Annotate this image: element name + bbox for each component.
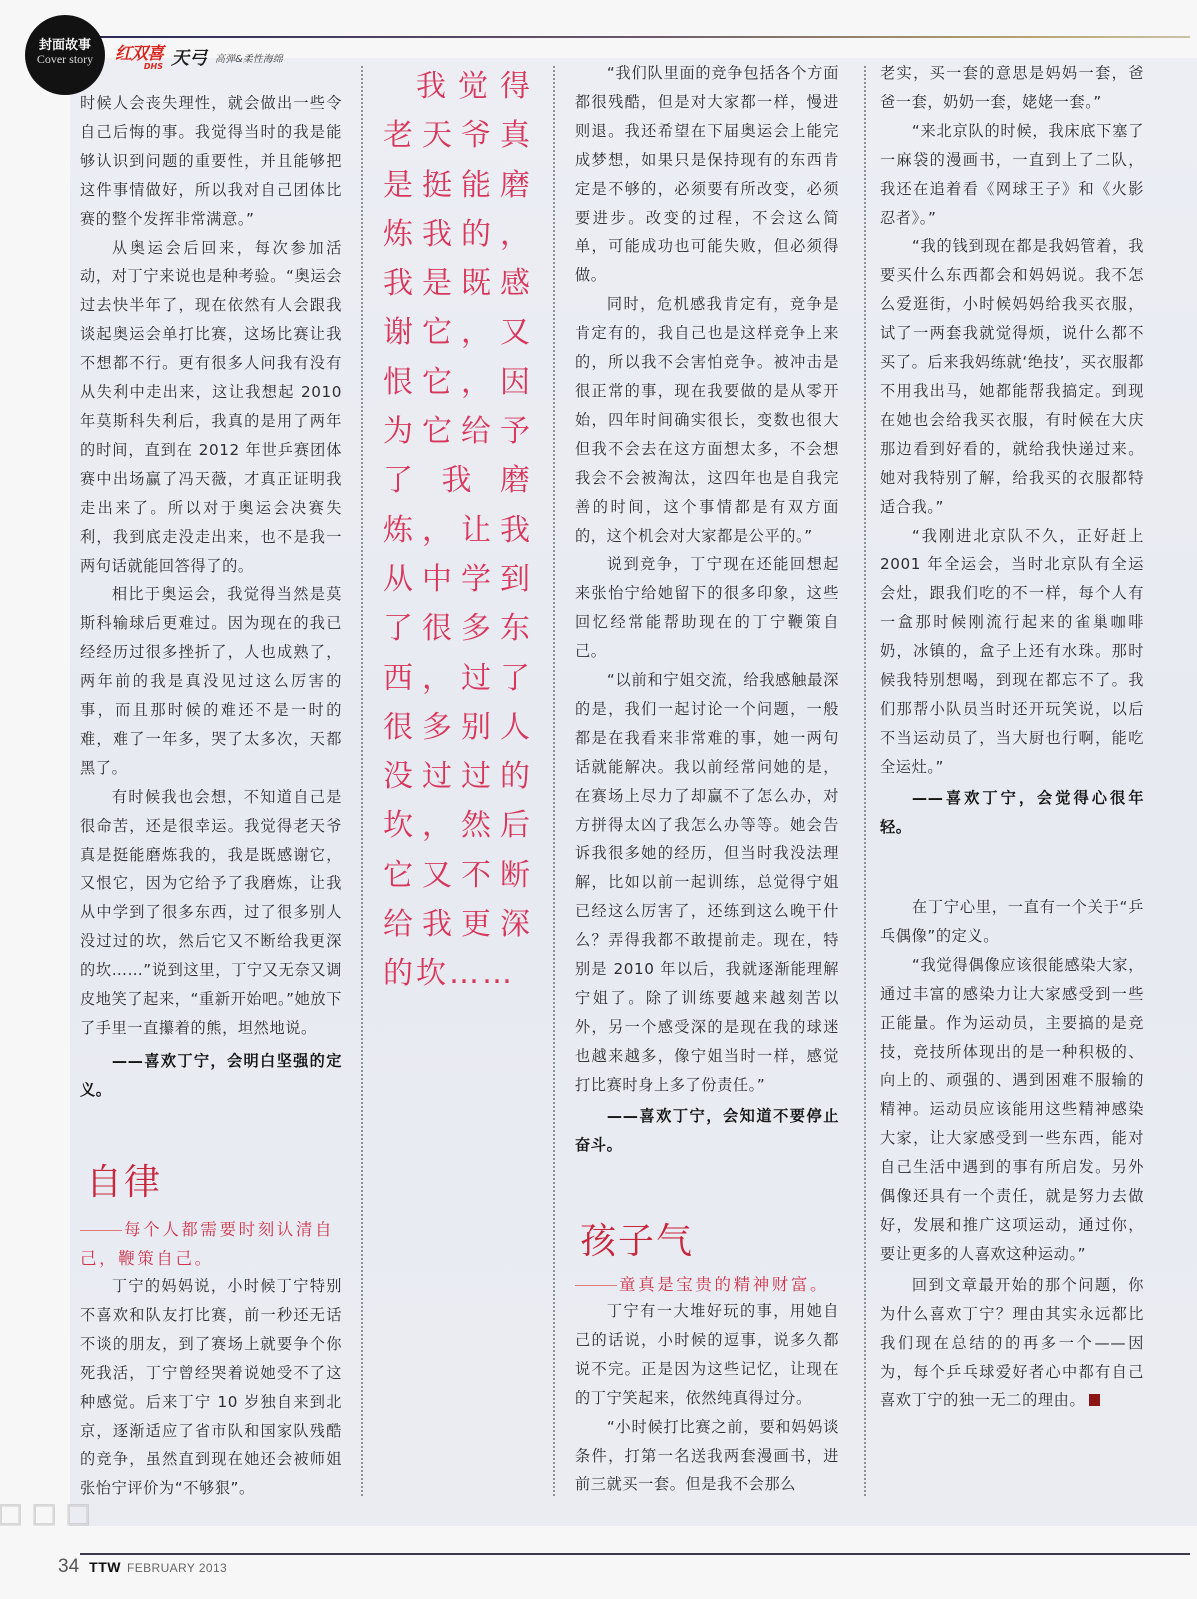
paragraph: 说到竞争，丁宁现在还能回想起来张怡宁给她留下的很多印象，这些回忆经常能帮助现在的丁宁鞭策自己。 [575,555,839,661]
subtitle-dash [575,1285,617,1287]
subtitle-text: 童真是宝贵的精神财富。 [619,1275,830,1294]
section-signature: ——喜欢丁宁，会明白坚强的定义。 [80,1051,342,1099]
page-number: 34 [58,1556,80,1577]
sponsor-banner [115,43,283,71]
dhs-logo-cn: 红双喜 [115,43,163,64]
dhs-logo-en: DHS [143,61,163,71]
paragraph: 有时候我也会想，不知道自己是很命苦，还是很幸运。我觉得老天爷真是挺能磨炼我的，我是既感谢它，又恨它，因为它给予了我磨炼，让我从中学到了很多东西，过了很多别人没过过的坎，然后它又不断给我更深的坎……”说到这里，丁宁又无奈又调皮地笑了起来，“重新开始吧。”她放下了手里一直攥着的熊，坦然地说。 [80,787,342,1037]
article-column-4-lower [880,893,1144,1415]
article-column-3-lower [575,1297,839,1499]
paragraph: 在丁宁心里，一直有一个关于“乒乓偶像”的定义。 [880,898,1144,945]
paragraph: “我刚进北京队不久，正好赶上 2001 年全运会，当时北京队有全运会灶，跟我们吃的不一样，每个人有一盒那时候刚流行起来的雀巢咖啡奶，冰镇的，盒子上还有水珠。那时候我特别想喝，到现在都忘不了。我们那帮小队员当时还开玩笑说，以后不当运动员了，当大厨也行啊，能吃全运灶。” [880,526,1144,776]
paragraph: 相比于奥运会，我觉得当然是莫斯科输球后更难过。因为现在的我已经经历过很多挫折了，人也成熟了，两年前的我是真没见过这么厉害的事，而且那时候的难还不是一时的难，难了一年多，哭了太多次，天都黑了。 [80,585,342,777]
section-subtitle-self-discipline [80,1215,348,1273]
paragraph: 丁宁有一大堆好玩的事，用她自己的话说，小时候的逗事，说多久都说不完。正是因为这些记忆，让现在的丁宁笑起来，依然纯真得过分。 [575,1302,839,1407]
article-column-1-lower [80,1272,342,1503]
paragraph: “以前和宁姐交流，给我感触最深的是，我们一起讨论一个问题，一般都是在我看来非常难的事，她一两句话就能解决。我以前经常问她的是，在赛场上尽力了却赢不了怎么办，对方拼得太凶了我怎么办等等。她会告诉我很多她的经历，但当时我没法理解，比如以前一起训练，总觉得宁姐已经这么厉害了，还练到这么晚干什么？弄得我都不敢提前走。现在，特别是 2010 年以后，我就逐渐能理解宁姐了。除了训练要越来越刻苦以外，另一个感受深的是现在我的球迷也越来越多，像宁姐当时一样，感觉打比赛时身上多了份责任。” [575,671,839,1094]
paragraph: “我们队里面的竞争包括各个方面都很残酷，但是对大家都一样，慢进则退。我还希望在下届奥运会上能完成梦想，如果只是保持现有的东西肯定是不够的，必须要有所改变，必须要进步。改变的过程，不会这么简单，可能成功也可能失败，但必须得做。 [575,64,839,285]
paragraph: 老实，买一套的意思是妈妈一套，爸爸一套，奶奶一套，姥姥一套。” [880,64,1144,111]
page-footer [58,1556,227,1586]
dhs-logo [115,44,163,71]
magazine-logo: TTW [89,1559,121,1575]
paragraph: 同时，危机感我肯定有，竞争是肯定有的，我自己也是这样竞争上来的，所以我不会害怕竞争。被冲击是很正常的事，现在我要做的是从零开始，四年时间确实很长，变数也很大但我不会去在这方面想太多，不会想我会不会被淘汰，这四年也是自我完善的时间，这个事情都是有双方面的，这个机会对大家都是公平的。” [575,295,839,545]
section-subtitle-childlike [575,1270,850,1299]
subtitle-text: 每个人都需要时刻认清自己，鞭策自己。 [80,1220,335,1268]
column-divider [553,66,555,1496]
paragraph: “我的钱到现在都是我妈管着，我要买什么东西都会和妈妈说。我不怎么爱逛街，小时候妈妈给我买衣服，试了一两套我就觉得烦，说什么都不买了。后来我妈练就‘绝技’，买衣服都不用我出马，她都能帮我搞定。到现在她也会给我买衣服，有时候在大庆那边看到好看的，就给我快递过来。她对我特别了解，给我买的衣服都特适合我。” [880,237,1144,516]
sponsor-slogan: 高弹&柔性海绵 [215,53,283,65]
section-badge-cn: 封面故事 [38,38,91,53]
paragraph: 时候人会丧失理性，就会做出一些令自己后悔的事。我觉得当时的我是能够认识到问题的重要性，并且能够把这件事情做好，所以我对自己团体比赛的整个发挥非常满意。” [80,94,342,228]
section-badge [25,15,105,95]
paragraph: “我觉得偶像应该很能感染大家，通过丰富的感染力让大家感受到一些正能量。作为运动员，主要搞的是竞技，竞技所体现出的是一种积极的、向上的、顽强的、遇到困难不服输的精神。运动员应该能用这些精神感染大家，让大家感受到一些东西，能对自己生活中遇到的事有所启发。另外偶像还具有一个责任，就是努力去做好，发展和推广这项运动，通过你，要让更多的人喜欢这种运动。” [880,955,1144,1263]
article-column-1 [80,89,342,1105]
paragraph: “来北京队的时候，我床底下塞了一麻袋的漫画书，一直到上了二队，我还在追着看《网球王子》和《火影忍者》。” [880,121,1144,227]
issue-date: FEBRUARY 2013 [126,1561,228,1575]
footer-rule [80,1553,1190,1555]
column-divider [361,66,363,1496]
section-signature: ——喜欢丁宁，会觉得心很年轻。 [880,788,1144,836]
subtitle-dash [80,1230,122,1232]
product-logo: 天弓 [171,48,207,69]
pull-quote-text: 我觉得老天爷真是挺能磨炼我的，我是既感谢它，又恨它，因为它给予了我磨炼，让我从中学到了很多东西，过了很多别人没过过的坎，然后它又不断给我更深的坎…… [383,69,533,992]
paragraph: 从奥运会后回来，每次参加活动，对丁宁来说也是种考验。“奥运会过去快半年了，现在依然有人会跟我谈起奥运会单打比赛，这场比赛让我不想都不行。更有很多人问我有没有从失利中走出来，这让我想起 2010 年莫斯科失利后，我真的是用了两年的时间，直到在 2012 年世乒赛团体赛中出场赢了冯天薇，才真正证明我走出来了。所以对于奥运会决赛失利，我到底走没走出来，也不是我一两句话就能回答得了的。 [80,238,342,575]
section-badge-en: Cover story [36,52,94,66]
watermark: □ □ □ [0,1495,91,1533]
section-title-childlike: 孩子气 [580,1221,695,1262]
article-column-4 [880,59,1144,841]
closing-text: 回到文章最开始的那个问题，你为什么喜欢丁宁？理由其实永远都比我们现在总结的的再多一个——因为，每个乒乓球爱好者心中都有自己喜欢丁宁的独一无二的理由。 [880,1275,1144,1410]
section-title-self-discipline: 自律 [86,1162,163,1203]
pull-quote [383,62,533,999]
paragraph: 丁宁的妈妈说，小时候丁宁特别不喜欢和队友打比赛，前一秒还无话不谈的朋友，到了赛场上就要争个你死我活，丁宁曾经哭着说她受不了这种感觉。后来丁宁 10 岁独自来到北京，逐渐适应了省市队和国家队残酷的竞争，虽然直到现在她还会被师姐张怡宁评价为“不够狠”。 [80,1277,342,1498]
header-rule [100,36,1190,38]
column-divider [864,66,866,1496]
article-column-3 [575,59,839,1159]
end-mark-icon [1089,1394,1100,1406]
paragraph: “小时候打比赛之前，要和妈妈谈条件，打第一名送我两套漫画书，进前三就买一套。但是我不会那么 [575,1417,839,1494]
section-signature: ——喜欢丁宁，会知道不要停止奋斗。 [575,1106,839,1154]
closing-paragraph [880,1271,1144,1416]
